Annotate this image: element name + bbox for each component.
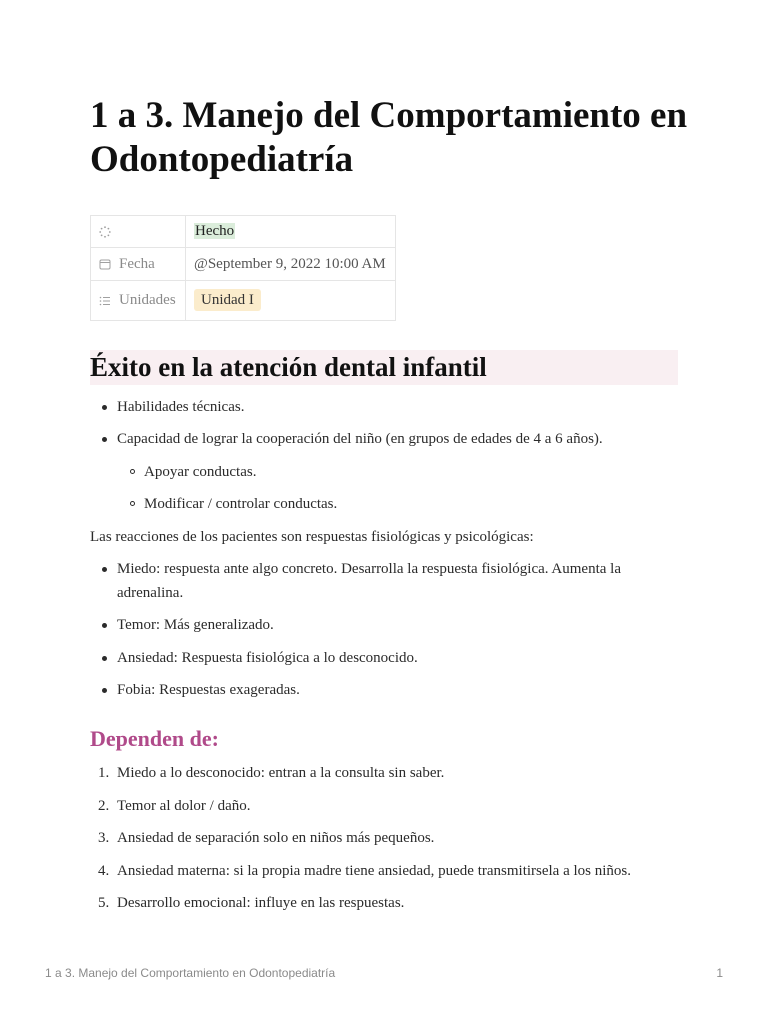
property-row-status — [91, 216, 396, 248]
section-heading: Éxito en la atención dental infantil — [90, 350, 678, 385]
list-item: Miedo: respuesta ante algo concreto. Desarrolla la respuesta fisiológica. Aumenta la adrenalina. — [117, 557, 637, 605]
list-item: Habilidades técnicas. — [117, 395, 637, 419]
list-text: Ansiedad de separación solo en niños más pequeños. — [117, 830, 435, 846]
list-number: 4. — [98, 863, 110, 879]
list-text: Temor al dolor / daño. — [117, 798, 251, 814]
list-number: 3. — [98, 830, 110, 846]
page-title: 1 a 3. Manejo del Comportamiento en Odontopediatría — [90, 95, 688, 180]
list-item: Temor: Más generalizado. — [117, 613, 637, 637]
list-item — [98, 891, 677, 915]
list-text: Ansiedad materna: si la propia madre tiene ansiedad, puede transmitirsela a los niños. — [117, 863, 632, 879]
calendar-icon — [99, 258, 111, 270]
fecha-value: @September 9, 2022 10:00 AM — [186, 248, 396, 281]
reactions-list — [117, 557, 637, 605]
list-item — [98, 761, 677, 785]
skills-list-2 — [117, 427, 637, 451]
properties-table — [90, 215, 396, 321]
subheading: Dependen de: — [90, 726, 219, 751]
unidades-label: Unidades — [119, 292, 176, 308]
list-number: 1. — [98, 765, 110, 781]
reactions-list-3 — [117, 646, 637, 670]
sub-list-2 — [144, 492, 644, 516]
list-item: Capacidad de lograr la cooperación del niño (en grupos de edades de 4 a 6 años). — [117, 427, 637, 451]
list-item: Modificar / controlar conductas. — [144, 492, 644, 516]
list-item — [98, 794, 677, 818]
list-item: Apoyar conductas. — [144, 460, 644, 484]
list-number: 5. — [98, 895, 110, 911]
list-item — [98, 826, 677, 850]
unit-tag[interactable]: Unidad I — [194, 289, 261, 311]
reactions-list-2 — [117, 613, 637, 637]
fecha-label: Fecha — [119, 255, 155, 272]
reactions-intro: Las reacciones de los pacientes son respuestas fisiológicas y psicológicas: — [90, 529, 534, 545]
list-text: Miedo a lo desconocido: entran a la consulta sin saber. — [117, 765, 445, 781]
list-number: 2. — [98, 798, 110, 814]
list-item: Fobia: Respuestas exageradas. — [117, 678, 637, 702]
property-row-fecha — [91, 248, 396, 281]
list-text: Desarrollo emocional: influye en las respuestas. — [117, 895, 405, 911]
page-number: 1 — [716, 966, 723, 980]
status-value: Hecho — [195, 223, 235, 239]
sub-list — [144, 460, 644, 484]
skills-list — [117, 395, 637, 419]
list-item: Ansiedad: Respuesta fisiológica a lo desconocido. — [117, 646, 637, 670]
reactions-list-4 — [117, 678, 637, 702]
property-row-unidades — [91, 281, 396, 321]
list-item — [98, 859, 677, 883]
footer-title: 1 a 3. Manejo del Comportamiento en Odontopediatría — [45, 966, 336, 980]
list-icon — [99, 295, 111, 307]
loading-dots-icon — [99, 226, 111, 238]
